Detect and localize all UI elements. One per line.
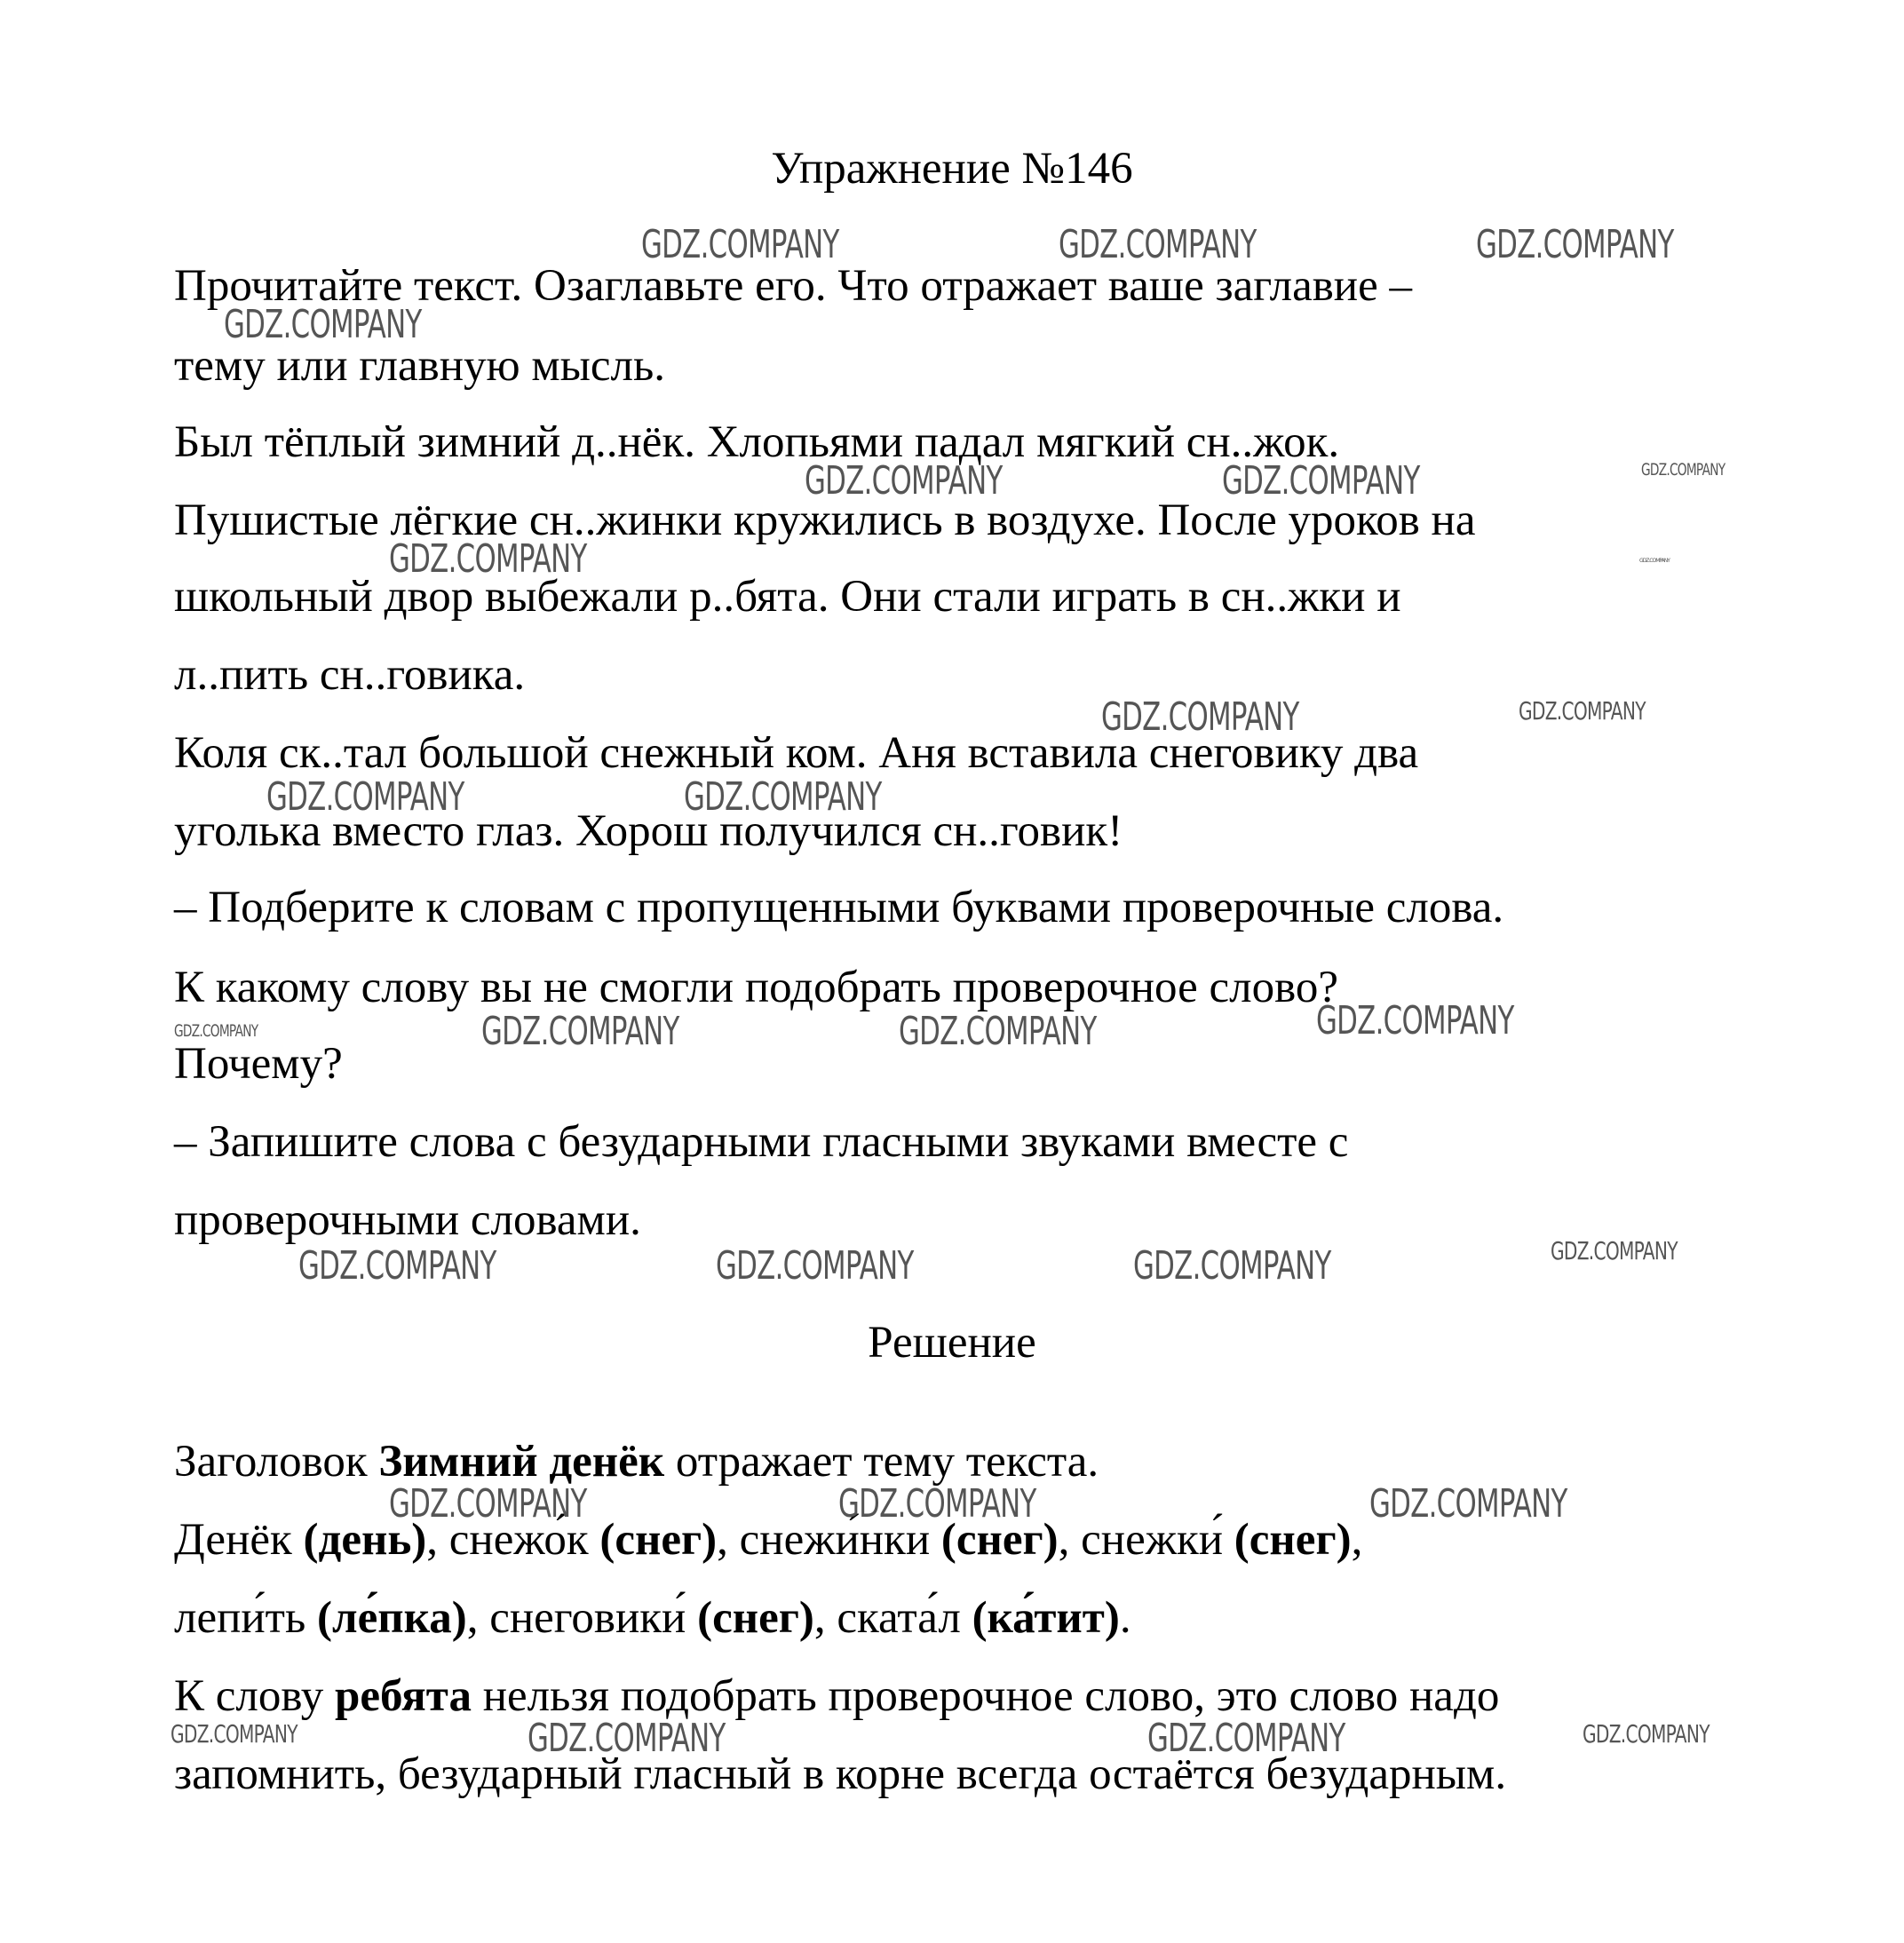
watermark: GDZ.COMPANY xyxy=(298,1243,496,1289)
seg-bold: (снег) xyxy=(599,1515,718,1565)
solution-line-1-pre: Заголовок xyxy=(174,1437,379,1487)
seg-bold: (ка́тит) xyxy=(972,1593,1120,1643)
watermark: GDZ.COMPANY xyxy=(838,1481,1036,1527)
watermark: GDZ.COMPANY xyxy=(481,1009,679,1054)
text-line-2: Пушистые лёгкие сн..жинки кружились в воздухе. После уроков на xyxy=(174,496,1476,545)
watermark: GDZ.COMPANY xyxy=(716,1243,914,1289)
question-2-line-1: К какому слову вы не смогли подобрать проверочное слово? xyxy=(174,963,1338,1012)
solution-line-4 xyxy=(174,1669,1499,1723)
solution-title-bold: Зимний денёк xyxy=(378,1437,665,1487)
watermark: GDZ.COMPANY xyxy=(528,1716,726,1761)
seg-bold: (снег) xyxy=(1234,1515,1352,1565)
watermark: GDZ.COMPANY xyxy=(1551,1236,1678,1265)
watermark: GDZ.COMPANY xyxy=(171,1719,298,1749)
text-line-5: Коля ск..тал большой снежный ком. Аня вставила снеговику два xyxy=(174,728,1419,778)
watermark: GDZ.COMPANY xyxy=(1641,460,1726,480)
instruction-line-2: тему или главную мысль. xyxy=(174,341,666,391)
solution-line-3 xyxy=(174,1591,1131,1645)
watermark: GDZ.COMPANY xyxy=(266,774,464,820)
seg-bold: (снег) xyxy=(697,1593,814,1643)
text-line-6: уголька вместо глаз. Хорош получился сн..говик! xyxy=(174,806,1123,856)
watermark: GDZ.COMPANY xyxy=(1147,1716,1345,1761)
watermark: GDZ.COMPANY xyxy=(1519,696,1646,726)
solution-line-5: запомнить, безударный гласный в корне всегда остаётся безударным. xyxy=(174,1749,1507,1799)
seg xyxy=(292,1515,304,1565)
watermark: GDZ.COMPANY xyxy=(899,1009,1097,1054)
solution-line-2 xyxy=(174,1513,1362,1566)
watermark: GDZ.COMPANY xyxy=(1583,1719,1710,1749)
exercise-title: Упражнение №146 xyxy=(771,144,1133,194)
question-3-line-2: проверочными словами. xyxy=(174,1195,641,1245)
question-2-line-2: Почему? xyxy=(174,1039,343,1089)
seg-bold: (день) xyxy=(303,1515,427,1565)
seg: , снежки́ xyxy=(1058,1515,1234,1565)
seg-bold: (снег) xyxy=(940,1515,1059,1565)
watermark: GDZ.COMPANY xyxy=(805,458,1003,504)
text-line-1: Был тёплый зимний д..нёк. Хлопьями падал мягкий сн..жок. xyxy=(174,417,1340,467)
watermark: GDZ.COMPANY xyxy=(389,1481,587,1527)
watermark: GDZ.COMPANY xyxy=(174,1021,258,1041)
watermark: GDZ.COMPANY xyxy=(1059,222,1257,267)
watermark: GDZ.COMPANY xyxy=(1316,998,1514,1043)
solution-line-4-post: нельзя подобрать проверочное слово, это слово надо xyxy=(471,1671,1500,1721)
solution-line-1 xyxy=(174,1435,1099,1488)
watermark: GDZ.COMPANY xyxy=(1369,1481,1567,1527)
seg: , xyxy=(1351,1515,1363,1565)
seg: Де xyxy=(174,1515,226,1565)
text-line-4: л..пить сн..говика. xyxy=(174,650,526,700)
watermark: GDZ.COMPANY xyxy=(224,302,422,347)
watermark: GDZ.COMPANY xyxy=(684,774,882,820)
instruction-line-1: Прочитайте текст. Озаглавьте его. Что отражает ваше заглавие – xyxy=(174,261,1412,311)
seg: , ската́л xyxy=(813,1593,972,1643)
seg: , снеговики́ xyxy=(466,1593,698,1643)
solution-word-bold: ребята xyxy=(334,1671,472,1721)
seg: лепи́ть xyxy=(174,1593,317,1643)
watermark: GDZ.COMPANY xyxy=(1222,458,1420,504)
watermark: GDZ.COMPANY xyxy=(389,536,587,582)
seg-bold: (ле́пка) xyxy=(316,1593,467,1643)
watermark: GDZ.COMPANY xyxy=(1101,694,1299,740)
question-3-line-1: – Запишите слова с безударными гласными звуками вместе с xyxy=(174,1117,1349,1167)
seg: . xyxy=(1119,1593,1131,1643)
solution-line-4-pre: К слову xyxy=(174,1671,335,1721)
seg: , снежо́к xyxy=(426,1515,600,1565)
seg: , снежи́нки xyxy=(717,1515,941,1565)
solution-line-1-post: отражает тему текста. xyxy=(664,1437,1099,1487)
question-1: – Подберите к словам с пропущенными буквами проверочные слова. xyxy=(174,883,1504,932)
watermark: GDZ.COMPANY xyxy=(641,222,839,267)
watermark: GDZ.COMPANY xyxy=(1639,558,1670,564)
solution-heading: Решение xyxy=(868,1318,1036,1368)
watermark: GDZ.COMPANY xyxy=(1476,222,1674,267)
text-line-3: школьный двор выбежали р..бята. Они стали играть в сн..жки и xyxy=(174,572,1401,622)
seg: нёк xyxy=(226,1515,292,1565)
watermark: GDZ.COMPANY xyxy=(1133,1243,1331,1289)
